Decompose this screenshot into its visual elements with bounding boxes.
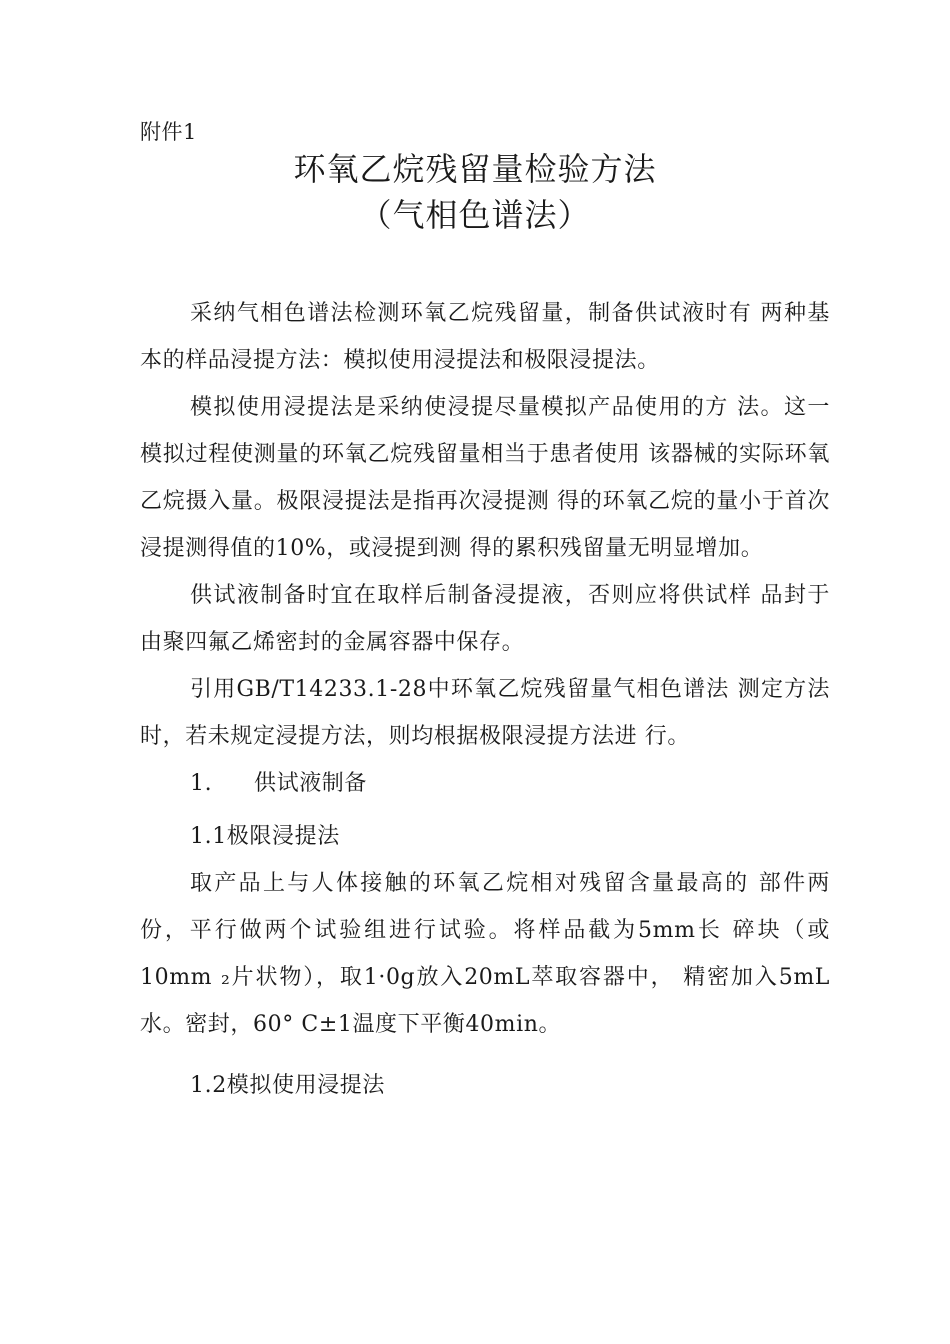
paragraph-intro: 采纳气相色谱法检测环氧乙烷残留量，制备供试液时有 两种基本的样品浸提方法：模拟使用浸提法和极限浸提法。 (140, 301, 830, 373)
document-subtitle: （气相色谱法） (359, 196, 591, 234)
annex-label: 附件1 (140, 120, 197, 144)
section-number: 1. (190, 771, 213, 796)
section-title: 供试液制备 (254, 771, 368, 796)
paragraph-methods: 模拟使用浸提法是采纳使浸提尽量模拟产品使用的方 法。这一模拟过程使测量的环氧乙烷残留量相当于患者使用 该器械的实际环氧乙烷摄入量。极限浸提法是指再次浸提测 得的环氧乙烷的量小于首次浸提测得值的10%，或浸提到测 得的累积残留量无明显增加。 (140, 395, 830, 561)
section-heading-1-2: 1.2模拟使用浸提法 (190, 1073, 385, 1098)
paragraph-limit-extraction: 取产品上与人体接触的环氧乙烷相对残留含量最高的 部件两份，平行做两个试验组进行试验。将样品截为5mm长 碎块（或10mm ₂片状物），取1·0g放入20mL萃取容器中， 精密加入5mL水。密封，60° C±1温度下平衡40min。 (140, 871, 830, 1037)
paragraph-storage: 供试液制备时宜在取样后制备浸提液，否则应将供试样 品封于由聚四氟乙烯密封的金属容器中保存。 (140, 583, 830, 655)
section-heading-1-1: 1.1极限浸提法 (190, 824, 340, 849)
paragraph-reference: 引用GB/T14233.1-28中环氧乙烷残留量气相色谱法 测定方法时，若未规定浸提方法，则均根据极限浸提方法进 行。 (140, 677, 830, 749)
section-heading-1 (140, 760, 830, 807)
document-title: 环氧乙烷残留量检验方法 (293, 150, 657, 188)
document-body (140, 290, 830, 1109)
